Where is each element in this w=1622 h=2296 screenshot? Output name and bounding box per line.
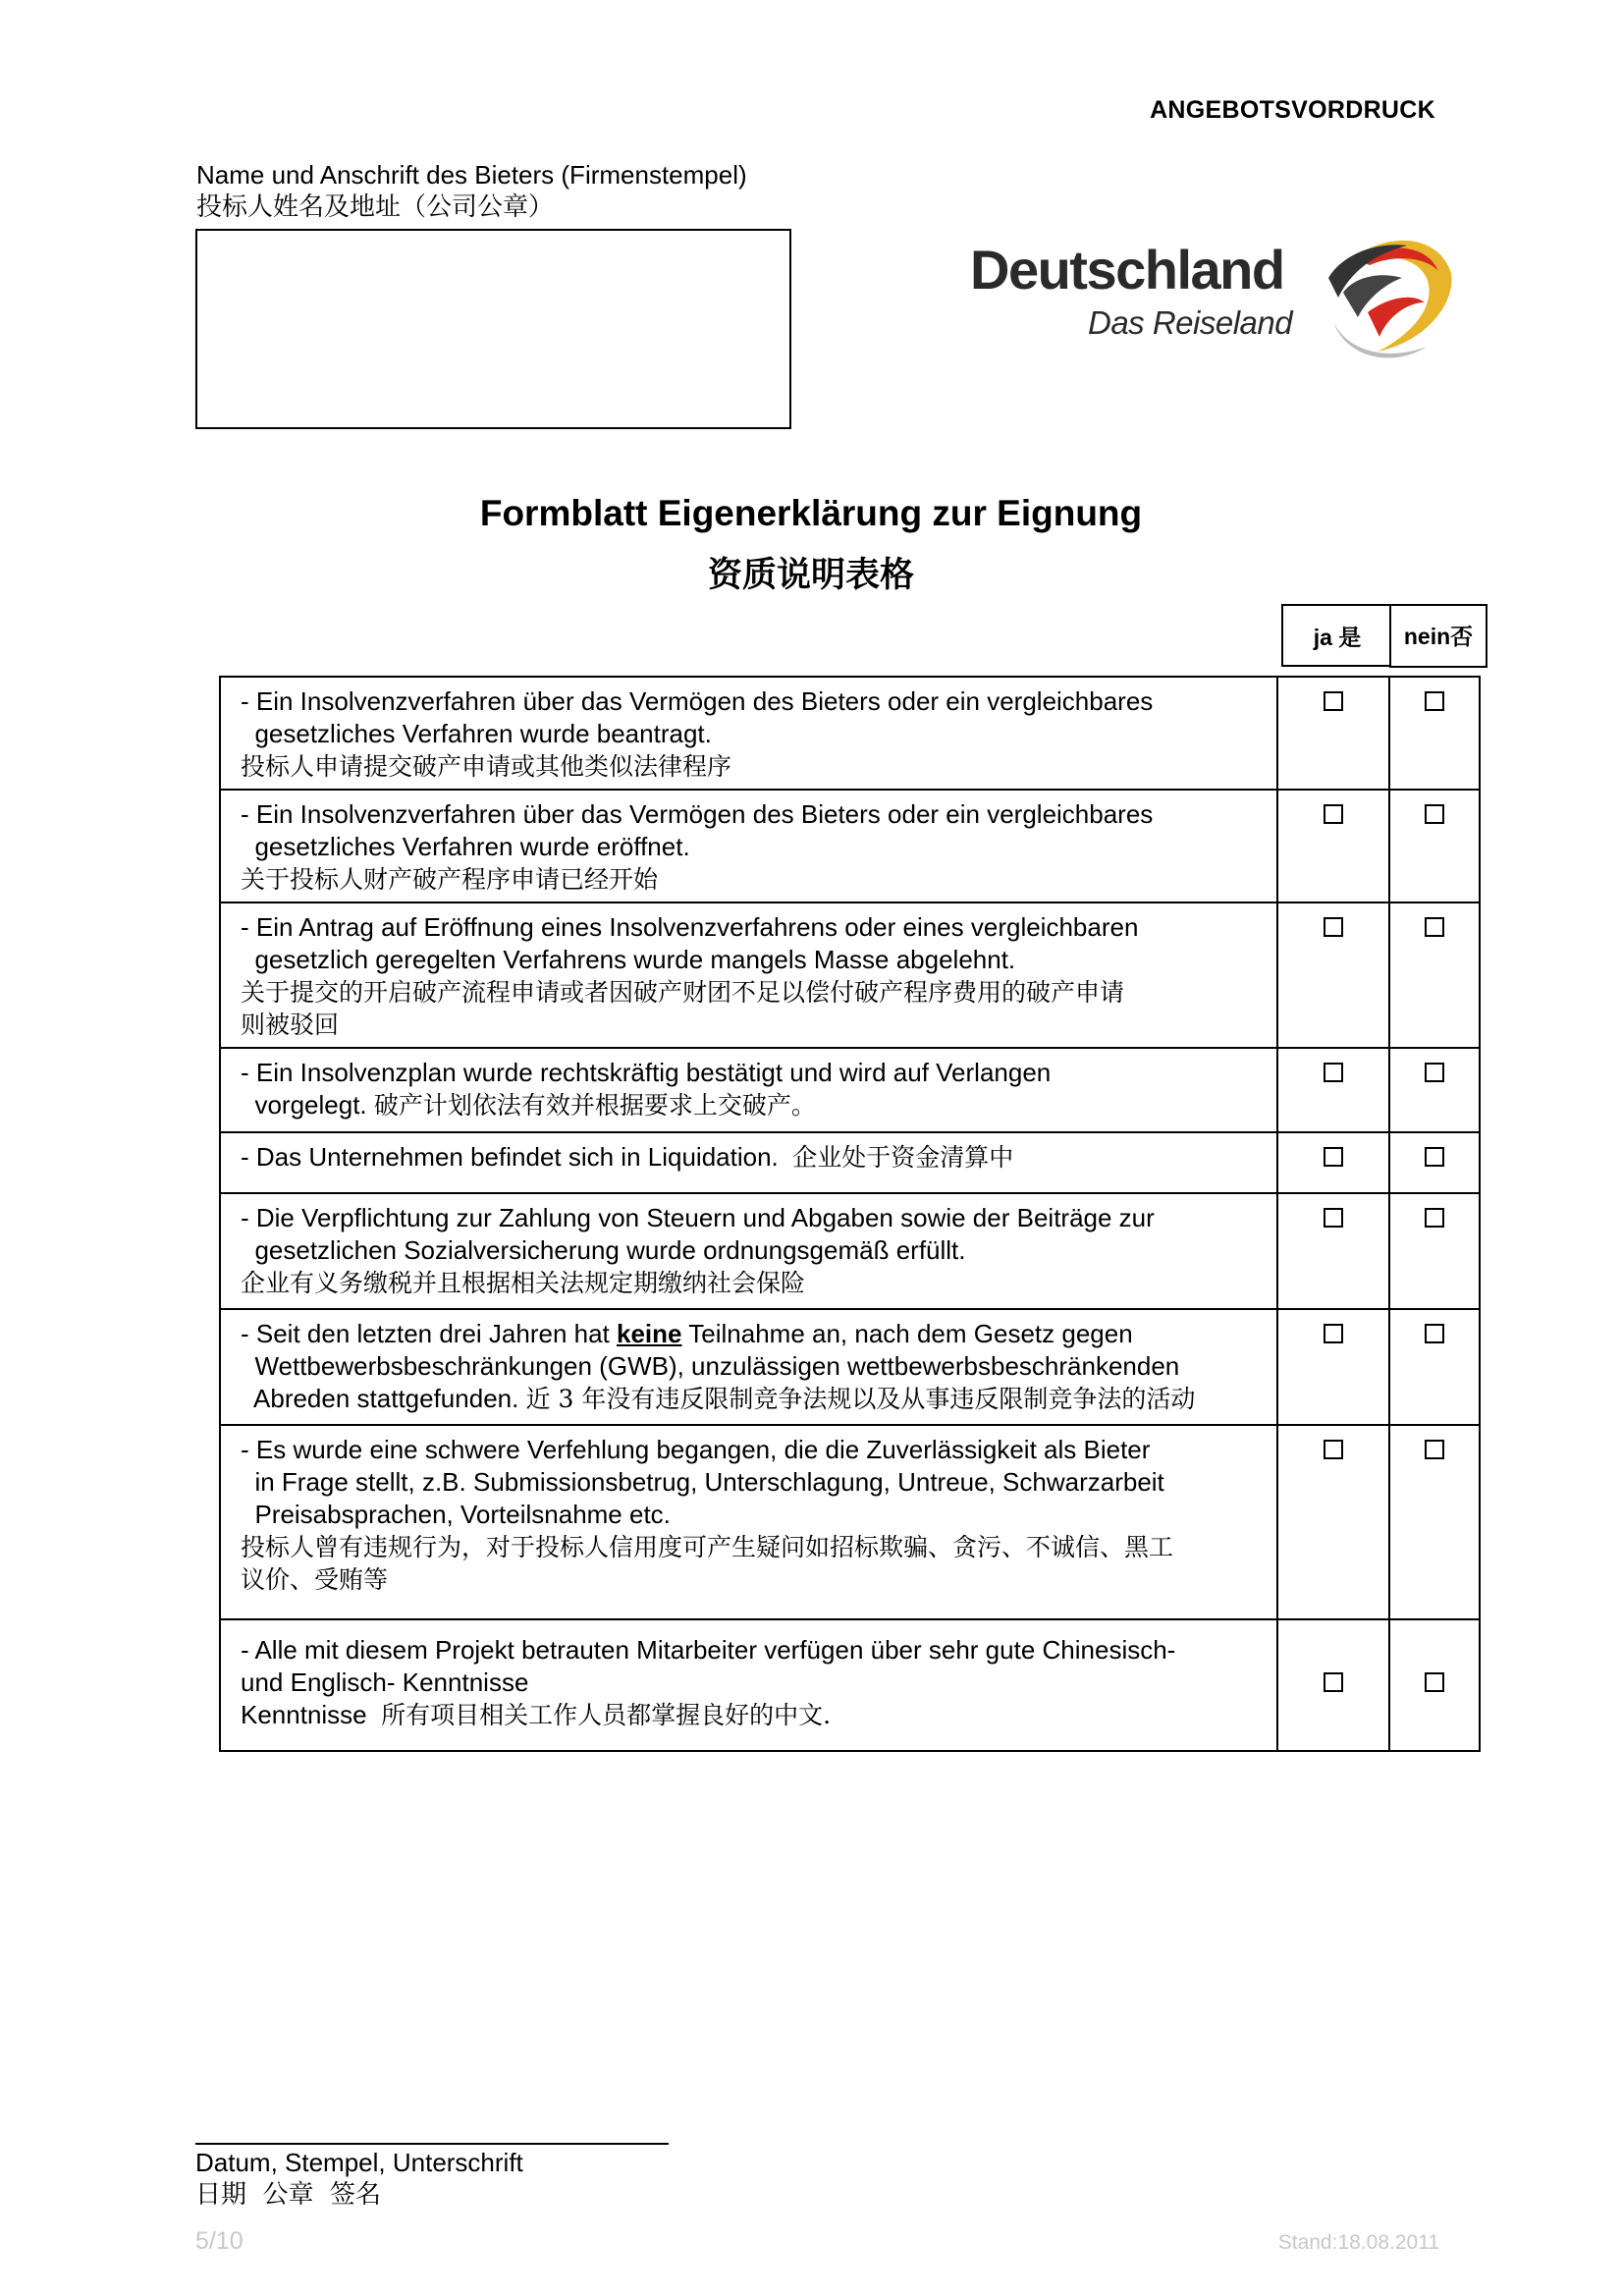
checkbox-nein[interactable] — [1425, 804, 1444, 824]
checkbox-ja[interactable] — [1324, 804, 1343, 824]
table-row — [220, 1309, 1480, 1425]
swirl-logo-icon — [1309, 224, 1461, 366]
column-header-ja: ja 是 — [1281, 604, 1391, 667]
checkbox-nein[interactable] — [1425, 1672, 1444, 1692]
table-row — [220, 902, 1480, 1048]
checkbox-nein[interactable] — [1425, 1440, 1444, 1459]
logo-wordmark: Deutschland — [970, 239, 1284, 301]
table-row — [220, 1193, 1480, 1309]
checkbox-nein[interactable] — [1425, 1208, 1444, 1228]
signature-line[interactable] — [195, 2143, 669, 2145]
company-stamp-field[interactable] — [195, 229, 791, 429]
row-text: - Ein Antrag auf Eröffnung eines Insolvenzverfahrens oder eines vergleichbaren gesetzlich geregelten Verfahrens wurde mangels Masse abgelehnt. 关于提交的开启破产流程申请或者因破产财团不足以偿付破产程序费用的破产申请 则被驳回 — [220, 902, 1277, 1048]
bidder-address-label — [196, 159, 747, 224]
checkbox-ja[interactable] — [1324, 1208, 1343, 1228]
form-subtitle: 资质说明表格 — [707, 555, 914, 595]
checkbox-nein[interactable] — [1425, 917, 1444, 937]
checkbox-ja[interactable] — [1324, 1147, 1343, 1167]
logo-subtitle: Das Reiseland — [1088, 304, 1293, 341]
row-text: - Ein Insolvenzverfahren über das Vermögen des Bieters oder ein vergleichbares gesetzliches Verfahren wurde eröffnet. 关于投标人财产破产程序申请已经开始 — [220, 790, 1277, 902]
table-row — [220, 1132, 1480, 1193]
table-row — [220, 1048, 1480, 1132]
revision-date: Stand:18.08.2011 — [1277, 2231, 1439, 2254]
row-text: - Die Verpflichtung zur Zahlung von Steuern und Abgaben sowie der Beiträge zur gesetzlichen Sozialversicherung wurde ordnungsgemäß erfüllt. 企业有义务缴税并且根据相关法规定期缴纳社会保险 — [220, 1193, 1277, 1309]
declaration-table — [219, 676, 1481, 1752]
checkbox-ja[interactable] — [1324, 917, 1343, 937]
signature-label-zh: 日期 公章 签名 — [195, 2180, 382, 2210]
row-text: - Seit den letzten drei Jahren hat keine Teilnahme an, nach dem Gesetz gegen Wettbewerbsbeschränkungen (GWB), unzulässigen wettbewerbsbeschränkenden Abreden stattgefunden. 近 3 年没有违反限制竞争法规以及从事违反限制竞争法的活动 — [220, 1309, 1277, 1425]
table-row — [220, 1619, 1480, 1751]
checkbox-nein[interactable] — [1425, 1324, 1444, 1343]
checkbox-nein[interactable] — [1425, 691, 1444, 711]
checkbox-nein[interactable] — [1425, 1063, 1444, 1082]
checkbox-ja[interactable] — [1324, 691, 1343, 711]
form-title: Formblatt Eigenerklärung zur Eignung — [479, 493, 1143, 533]
signature-label-de: Datum, Stempel, Unterschrift — [195, 2148, 523, 2177]
page-number: 5/10 — [195, 2227, 243, 2255]
bidder-label-de: Name und Anschrift des Bieters (Firmenstempel) — [196, 160, 747, 190]
signature-label — [195, 2147, 523, 2212]
bidder-label-zh: 投标人姓名及地址（公司公章） — [196, 192, 555, 222]
table-row — [220, 1425, 1480, 1619]
checkbox-ja[interactable] — [1324, 1063, 1343, 1082]
row-text: - Das Unternehmen befindet sich in Liquidation. 企业处于资金清算中 — [220, 1132, 1277, 1193]
emphasis-keine: keine — [617, 1319, 682, 1348]
row-text: - Alle mit diesem Projekt betrauten Mitarbeiter verfügen über sehr gute Chinesisch- und Englisch- Kenntnisse Kenntnisse 所有项目相关工作人员都掌握良好的中文. — [220, 1619, 1277, 1751]
row-text: - Es wurde eine schwere Verfehlung begangen, die die Zuverlässigkeit als Bieter in Frage stellt, z.B. Submissionsbetrug, Unterschlagung, Untreue, Schwarzarbeit Preisabsprachen, Vorteilsnahme etc. 投标人曾有违规行为，对于投标人信用度可产生疑问如招标欺骗、贪污、不诚信、黑工 议价、受贿等 — [220, 1425, 1277, 1619]
row-text: - Ein Insolvenzverfahren über das Vermögen des Bieters oder ein vergleichbares gesetzliches Verfahren wurde beantragt. 投标人申请提交破产申请或其他类似法律程序 — [220, 677, 1277, 790]
row-text: - Ein Insolvenzplan wurde rechtskräftig bestätigt und wird auf Verlangen vorgelegt. 破产计划依法有效并根据要求上交破产。 — [220, 1048, 1277, 1132]
checkbox-nein[interactable] — [1425, 1147, 1444, 1167]
form-type-label: ANGEBOTSVORDRUCK — [1150, 96, 1435, 124]
checkbox-ja[interactable] — [1324, 1440, 1343, 1459]
table-row — [220, 790, 1480, 902]
deutschland-logo — [970, 224, 1461, 366]
checkbox-ja[interactable] — [1324, 1324, 1343, 1343]
table-row — [220, 677, 1480, 790]
checkbox-ja[interactable] — [1324, 1672, 1343, 1692]
column-header-nein: nein否 — [1389, 604, 1487, 668]
